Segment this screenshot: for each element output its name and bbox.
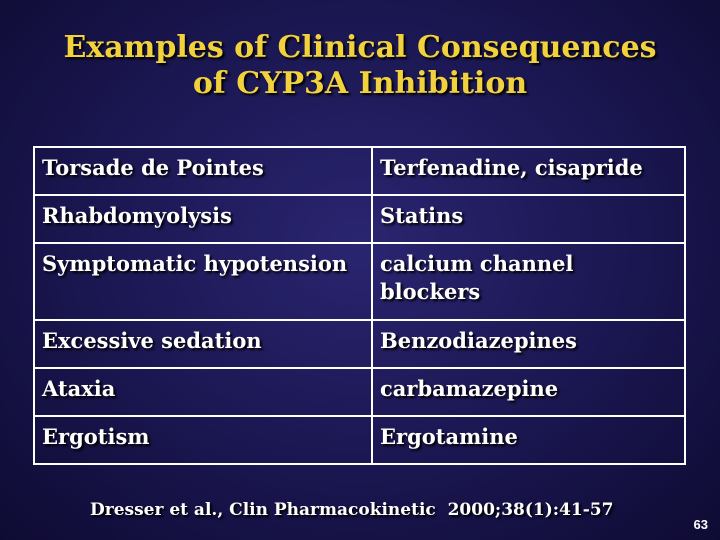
consequence-cell: Symptomatic hypotension <box>34 243 372 320</box>
citation: Dresser et al., Clin Pharmacokinetic 2000;38(1):41-57 <box>90 500 614 520</box>
page-number: 63 <box>693 517 708 532</box>
table-row <box>34 416 685 464</box>
title-line-1: Examples of Clinical Consequences <box>63 30 657 65</box>
table-row <box>34 195 685 243</box>
slide-title <box>0 30 720 102</box>
drug-cell: Benzodiazepines <box>372 320 685 368</box>
table-row <box>34 243 685 320</box>
drug-cell: Ergotamine <box>372 416 685 464</box>
table-row <box>34 320 685 368</box>
consequences-table <box>33 146 686 465</box>
table-row <box>34 368 685 416</box>
title-line-2: of CYP3A Inhibition <box>192 66 528 101</box>
consequence-cell: Ergotism <box>34 416 372 464</box>
consequence-cell: Excessive sedation <box>34 320 372 368</box>
drug-cell: calcium channel blockers <box>372 243 685 320</box>
consequence-cell: Torsade de Pointes <box>34 147 372 195</box>
table-row <box>34 147 685 195</box>
drug-cell: carbamazepine <box>372 368 685 416</box>
drug-cell: Terfenadine, cisapride <box>372 147 685 195</box>
drug-cell: Statins <box>372 195 685 243</box>
consequence-cell: Rhabdomyolysis <box>34 195 372 243</box>
consequence-cell: Ataxia <box>34 368 372 416</box>
